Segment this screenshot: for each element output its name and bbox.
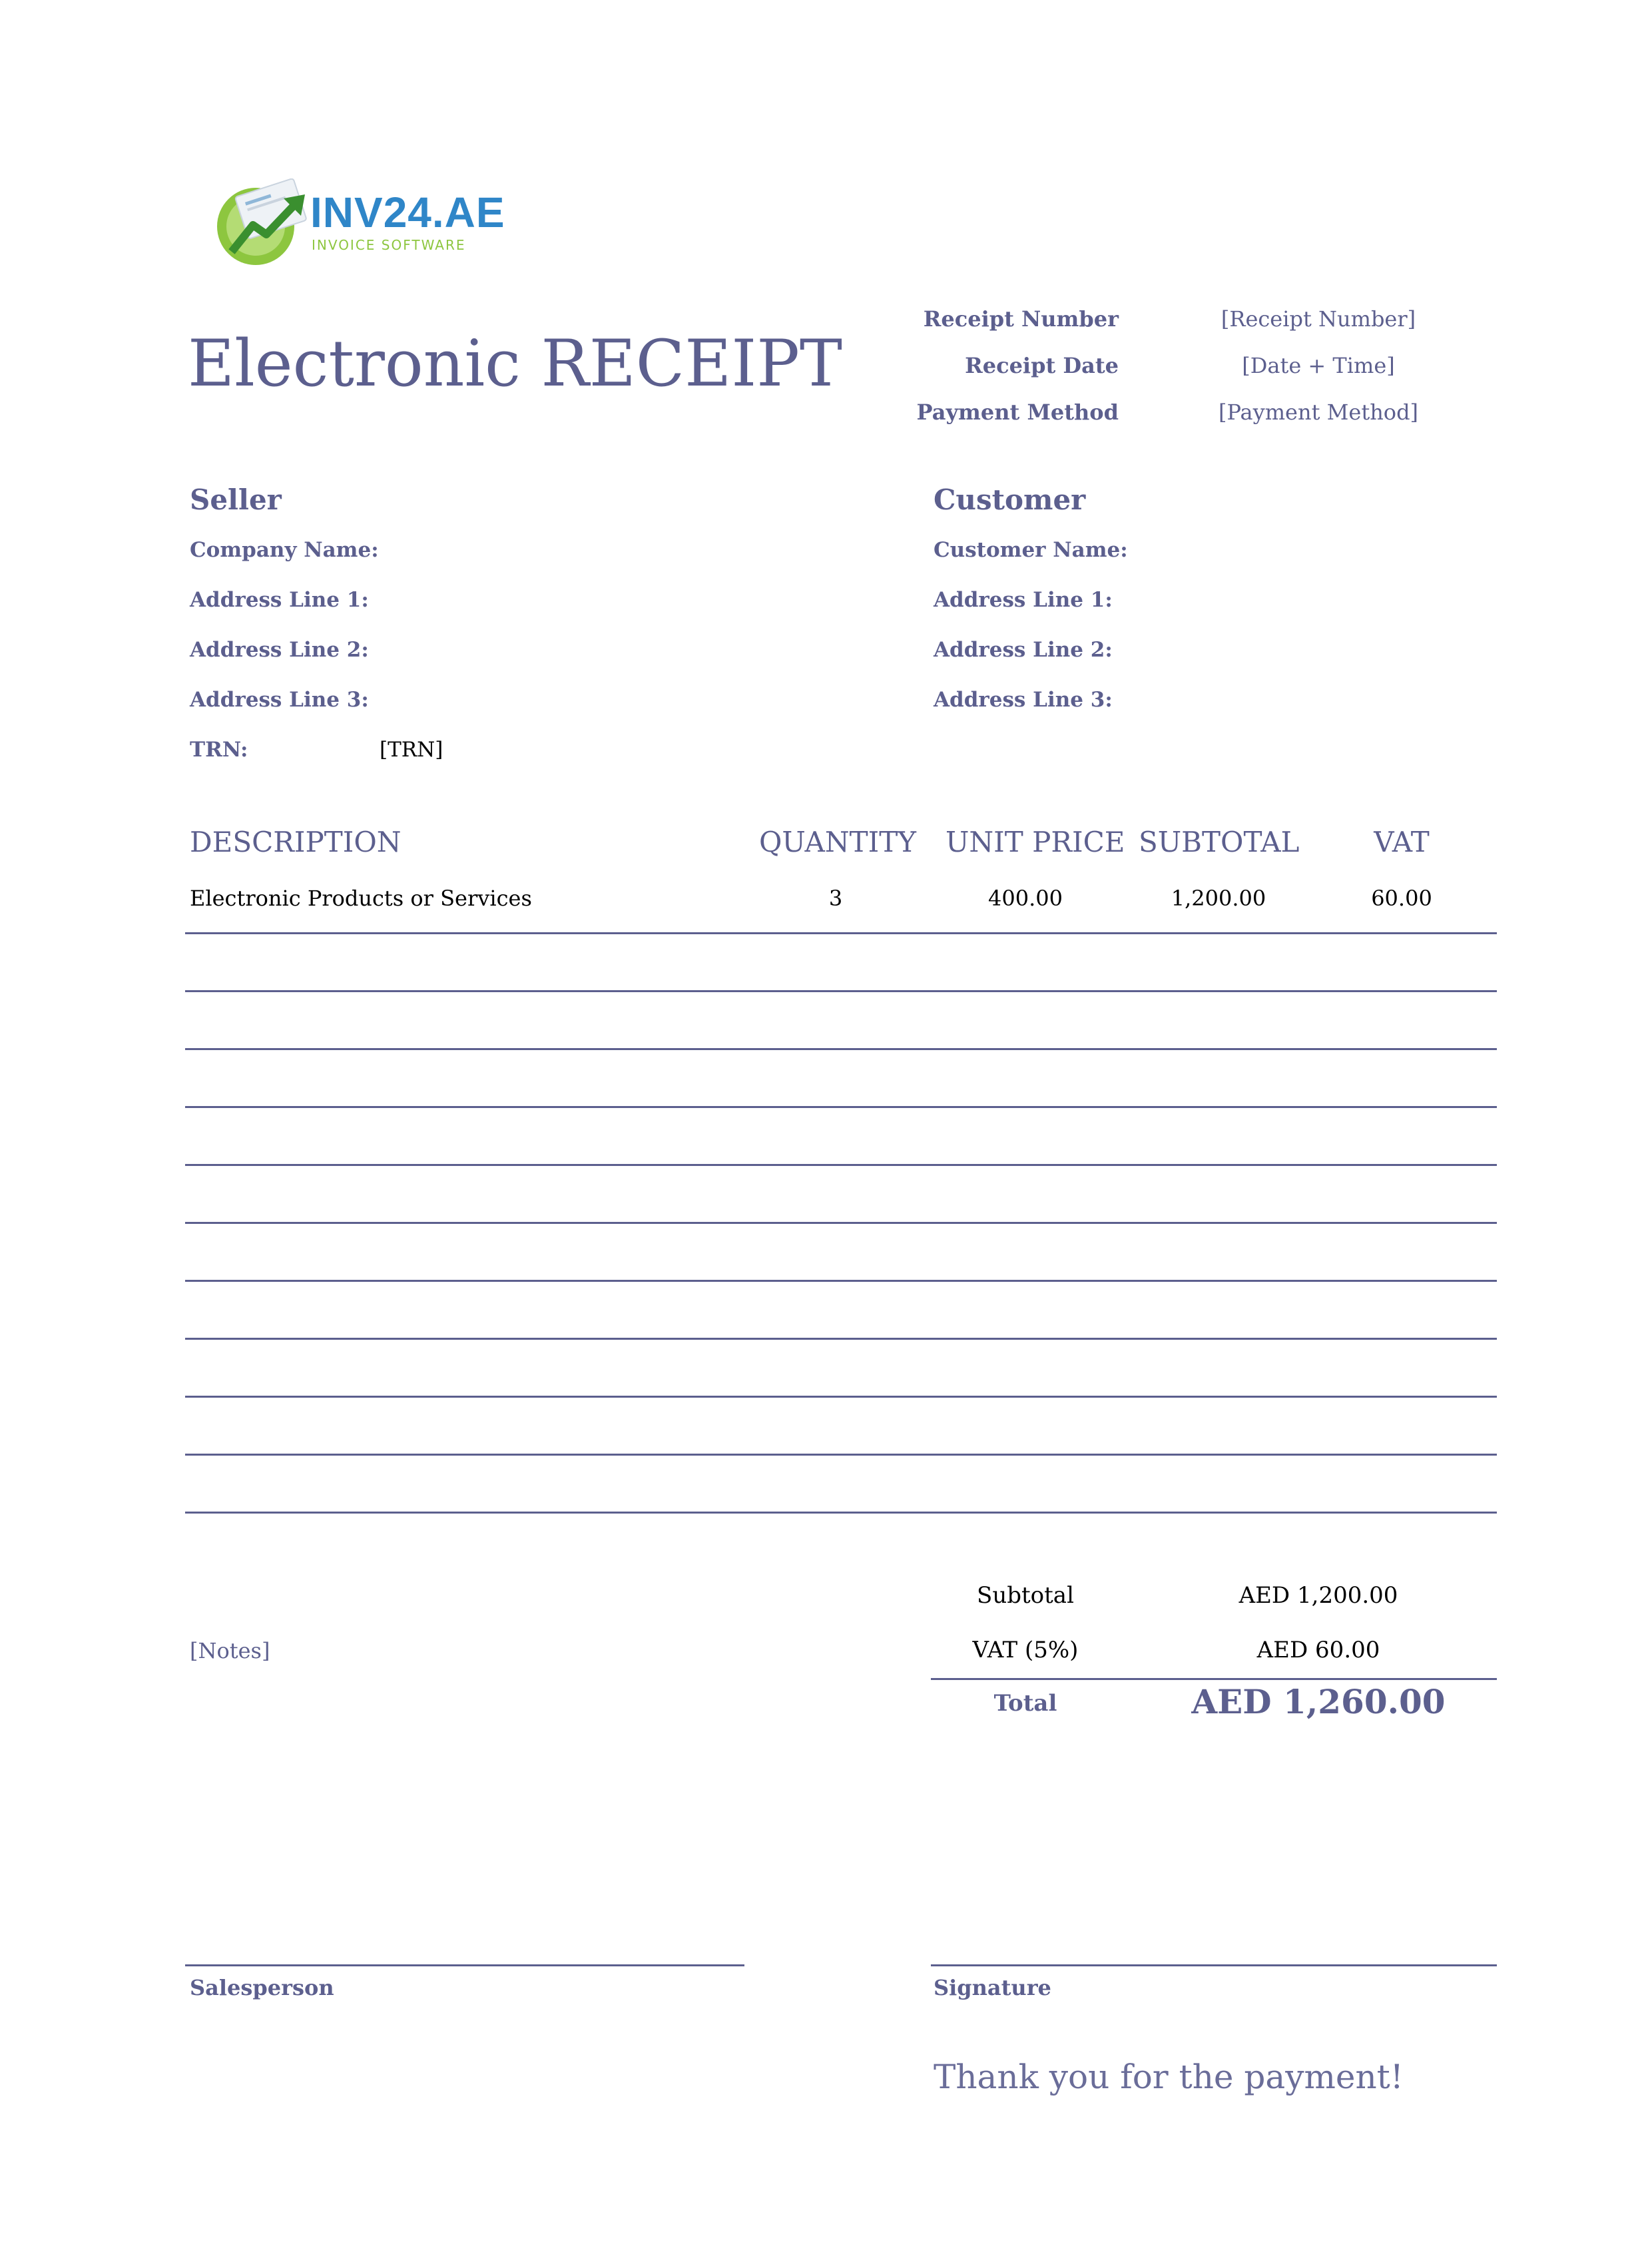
total-label: Total (993, 1690, 1057, 1717)
customer-address-line-2-label: Address Line 2: (934, 638, 1113, 662)
table-row-divider (185, 1280, 1497, 1282)
total-value: AED 1,260.00 (1191, 1682, 1446, 1721)
logo-tagline: INVOICE SOFTWARE (312, 237, 466, 253)
vat-value: AED 60.00 (1256, 1637, 1380, 1663)
salesperson-label: Salesperson (190, 1975, 334, 2000)
payment-method-label: Payment Method (916, 400, 1119, 425)
subtotal-value: AED 1,200.00 (1238, 1582, 1398, 1609)
logo-icon (214, 178, 321, 265)
table-row-divider (185, 1222, 1497, 1224)
company-name-label: Company Name: (190, 538, 379, 562)
customer-name-label: Customer Name: (934, 538, 1128, 562)
table-row-divider (185, 1106, 1497, 1108)
row-1-subtotal: 1,200.00 (1171, 886, 1266, 911)
table-row-divider (185, 990, 1497, 992)
row-1-quantity: 3 (828, 886, 843, 911)
column-header-description: DESCRIPTION (190, 826, 402, 858)
table-row-divider (185, 932, 1497, 934)
notes: [Notes] (190, 1638, 270, 1663)
trn-label: TRN: (190, 738, 248, 762)
seller-address-line-2-label: Address Line 2: (190, 638, 369, 662)
table-row-divider (185, 1512, 1497, 1514)
payment-method-value: [Payment Method] (1218, 400, 1419, 425)
thank-you-message: Thank you for the payment! (934, 2058, 1404, 2096)
receipt-date-value: [Date + Time] (1242, 353, 1395, 378)
seller-address-line-3-label: Address Line 3: (190, 688, 369, 712)
signature-line (931, 1964, 1497, 1966)
customer-address-line-1-label: Address Line 1: (934, 588, 1113, 612)
signature-label: Signature (934, 1975, 1051, 2000)
receipt-date-label: Receipt Date (965, 353, 1119, 378)
customer-heading: Customer (934, 483, 1086, 516)
totals-divider (931, 1678, 1497, 1680)
column-header-quantity: QUANTITY (759, 826, 916, 858)
column-header-vat: VAT (1374, 826, 1430, 858)
subtotal-label: Subtotal (977, 1582, 1074, 1609)
row-1-unit-price: 400.00 (988, 886, 1063, 911)
receipt-number-value: [Receipt Number] (1221, 306, 1416, 332)
document-title: Electronic RECEIPT (188, 326, 842, 401)
customer-address-line-3-label: Address Line 3: (934, 688, 1113, 712)
table-row-divider (185, 1396, 1497, 1398)
receipt-number-label: Receipt Number (923, 306, 1119, 332)
salesperson-line (185, 1964, 744, 1966)
table-row-divider (185, 1454, 1497, 1456)
seller-heading: Seller (190, 483, 282, 516)
row-1-vat: 60.00 (1371, 886, 1432, 911)
table-row-divider (185, 1164, 1497, 1166)
trn-value: [TRN] (380, 738, 443, 762)
row-1-description: Electronic Products or Services (190, 886, 532, 911)
logo-name: INV24.AE (310, 188, 505, 236)
column-header-subtotal: SUBTOTAL (1139, 826, 1300, 858)
table-row-divider (185, 1338, 1497, 1340)
seller-address-line-1-label: Address Line 1: (190, 588, 369, 612)
vat-label: VAT (5%) (972, 1637, 1079, 1663)
table-row-divider (185, 1048, 1497, 1050)
column-header-unit-price: UNIT PRICE (946, 826, 1125, 858)
